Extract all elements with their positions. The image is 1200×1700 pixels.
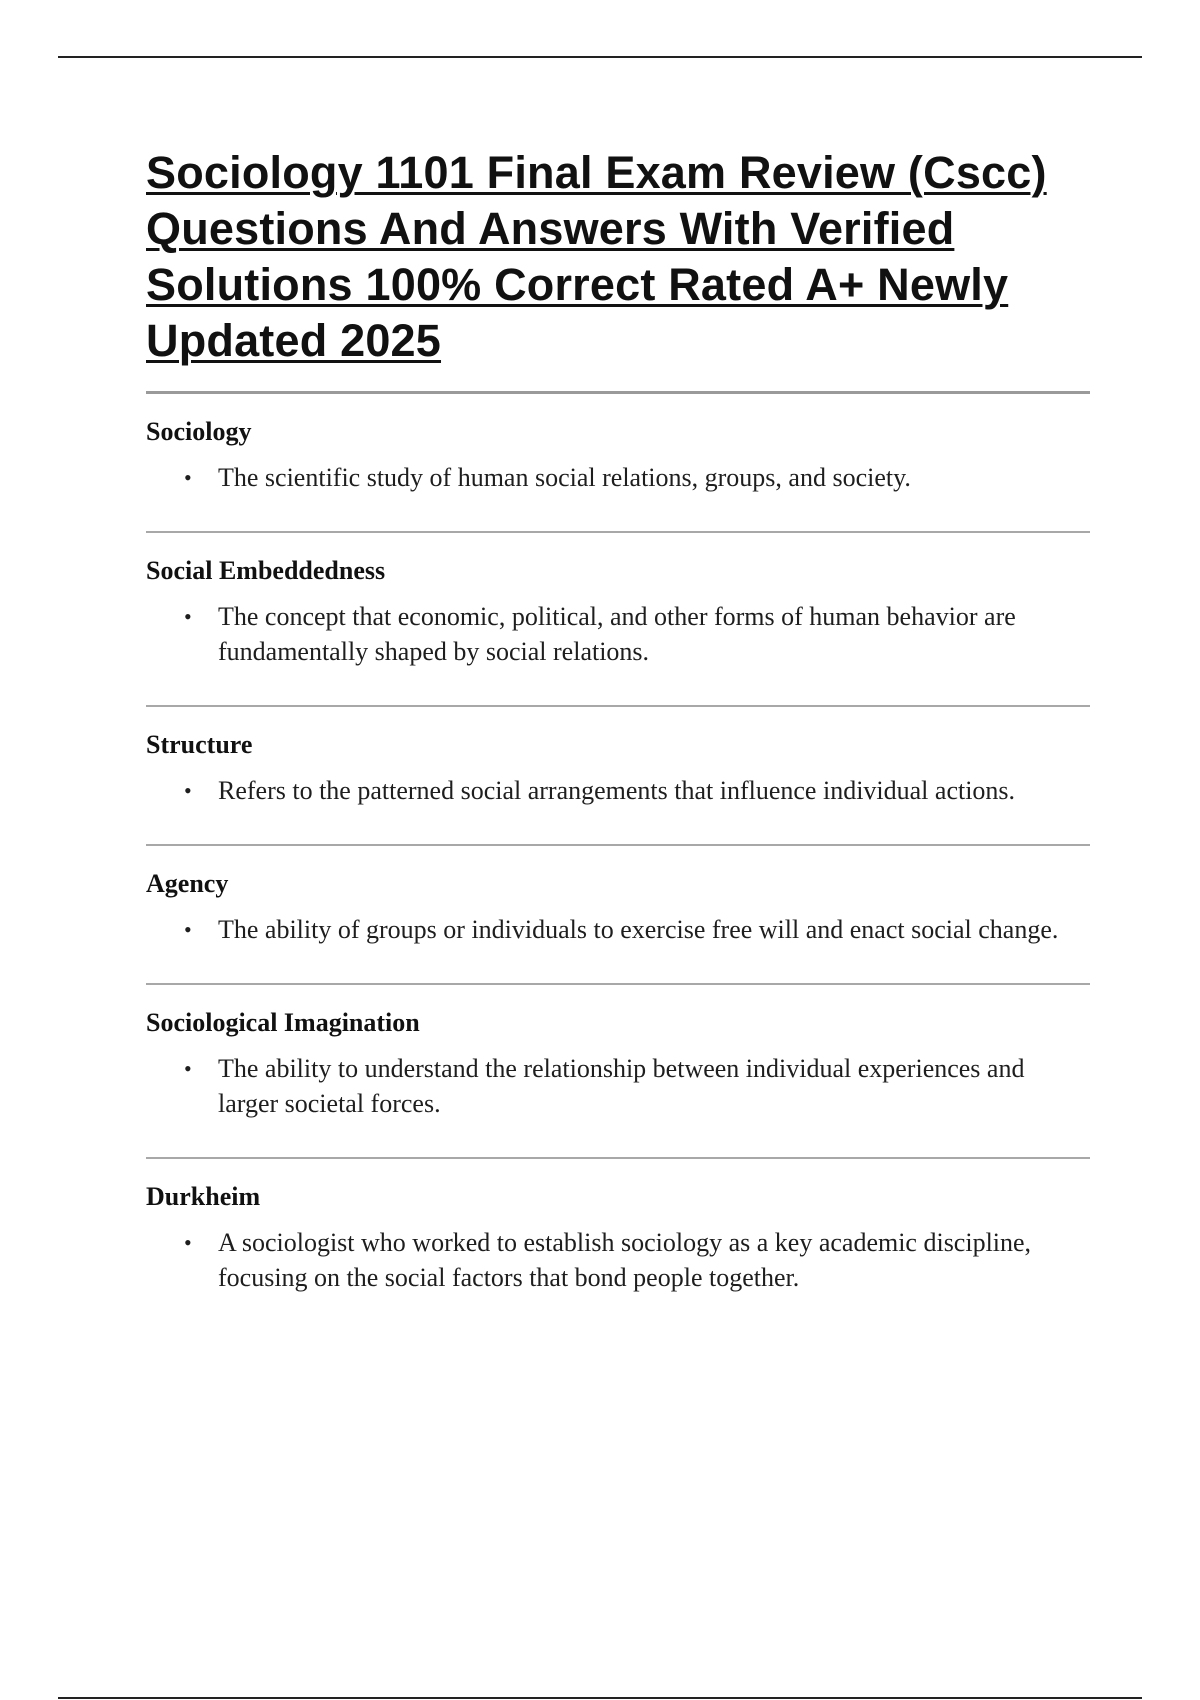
definition-text: A sociologist who worked to establish sociology as a key academic discipline, focusing on the social factors that bond people together. (218, 1228, 1032, 1292)
glossary-entry (146, 846, 1090, 985)
definition-item (146, 912, 1090, 947)
definition-item (146, 773, 1090, 808)
bullet-icon: • (184, 778, 192, 803)
term-heading: Structure (146, 730, 253, 759)
definition-item (146, 460, 1090, 495)
definition-list (146, 912, 1090, 947)
definition-list (146, 1051, 1090, 1121)
glossary-entry (146, 985, 1090, 1159)
term-heading: Sociology (146, 417, 252, 446)
definition-list (146, 599, 1090, 669)
definition-item (146, 1051, 1090, 1121)
term-heading: Sociological Imagination (146, 1008, 420, 1037)
bullet-icon: • (184, 465, 192, 490)
definition-item (146, 1225, 1090, 1295)
page-top-rule (58, 56, 1142, 58)
term-heading: Social Embeddedness (146, 556, 386, 585)
bullet-icon: • (184, 604, 192, 629)
glossary-entry (146, 707, 1090, 846)
glossary-entry (146, 533, 1090, 707)
document-body (146, 145, 1090, 1295)
definition-text: The concept that economic, political, and other forms of human behavior are fundamentally shaped by social relations. (218, 602, 1016, 666)
glossary-entry (146, 394, 1090, 533)
definition-text: The scientific study of human social relations, groups, and society. (218, 463, 911, 492)
definition-text: The ability of groups or individuals to exercise free will and enact social change. (218, 915, 1059, 944)
definition-list (146, 1225, 1090, 1295)
document-title: Sociology 1101 Final Exam Review (Cscc) Questions And Answers With Verified Solutions 100% Correct Rated A+ Newly Updated 2025 (146, 147, 1047, 366)
definition-list (146, 773, 1090, 808)
definition-text: The ability to understand the relationship between individual experiences and larger societal forces. (218, 1054, 1025, 1118)
page-bottom-rule (58, 1697, 1142, 1699)
bullet-icon: • (184, 1230, 192, 1255)
definition-item (146, 599, 1090, 669)
glossary-entry (146, 1159, 1090, 1295)
definition-text: Refers to the patterned social arrangements that influence individual actions. (218, 776, 1016, 805)
term-heading: Agency (146, 869, 229, 898)
bullet-icon: • (184, 917, 192, 942)
term-heading: Durkheim (146, 1182, 261, 1211)
bullet-icon: • (184, 1056, 192, 1081)
definition-list (146, 460, 1090, 495)
